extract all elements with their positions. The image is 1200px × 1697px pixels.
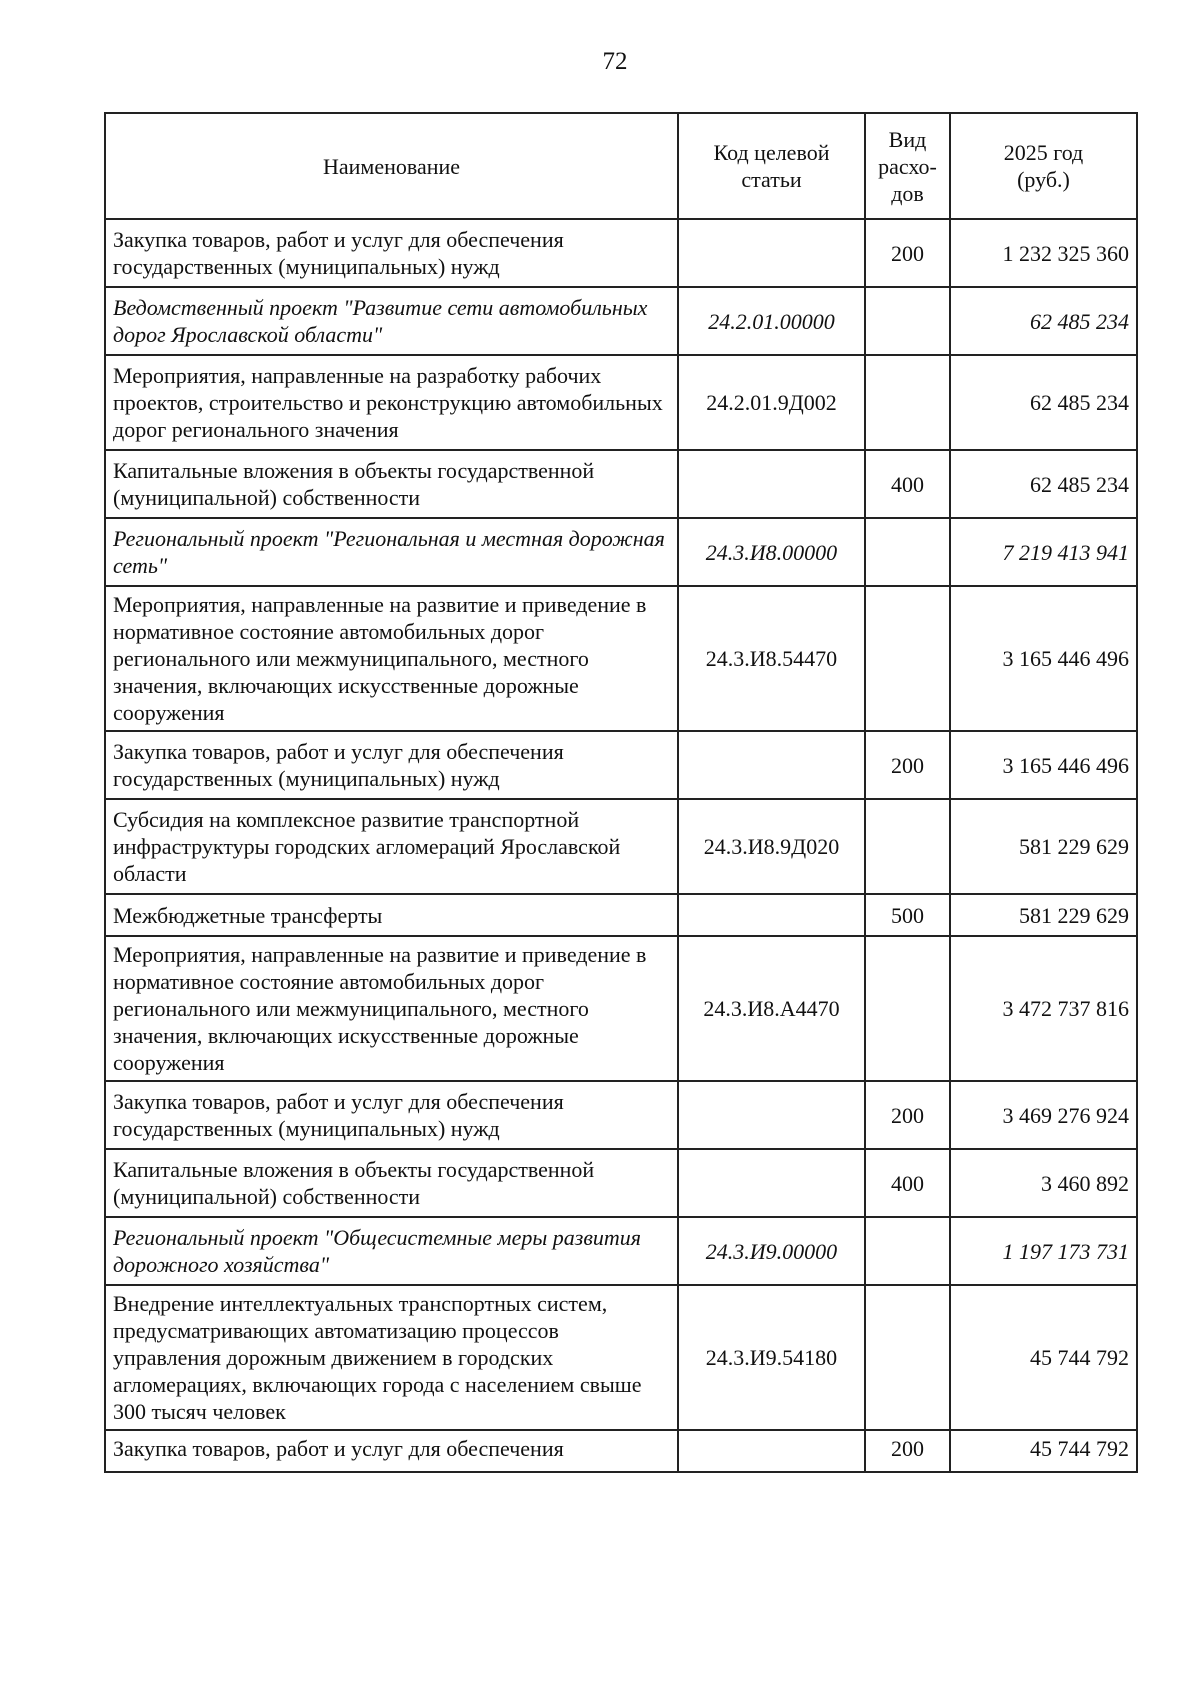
cell-type: 200 bbox=[865, 1081, 950, 1149]
table-row bbox=[105, 1430, 1137, 1472]
cell-amount: 3 460 892 bbox=[950, 1149, 1137, 1217]
cell-type bbox=[865, 1217, 950, 1285]
cell-type: 400 bbox=[865, 450, 950, 518]
cell-amount: 62 485 234 bbox=[950, 450, 1137, 518]
header-amount: 2025 год (руб.) bbox=[950, 113, 1137, 219]
header-code: Код целевой статьи bbox=[678, 113, 865, 219]
cell-type: 200 bbox=[865, 1430, 950, 1472]
cell-code bbox=[678, 1149, 865, 1217]
cell-type bbox=[865, 799, 950, 894]
cell-code: 24.3.И8.54470 bbox=[678, 586, 865, 731]
cell-amount: 3 165 446 496 bbox=[950, 731, 1137, 799]
cell-amount: 1 197 173 731 bbox=[950, 1217, 1137, 1285]
cell-name: Региональный проект "Общесистемные меры развития дорожного хозяйства" bbox=[105, 1217, 678, 1285]
cell-type: 200 bbox=[865, 731, 950, 799]
cell-amount: 62 485 234 bbox=[950, 287, 1137, 355]
table-row bbox=[105, 355, 1137, 450]
cell-name: Мероприятия, направленные на разработку рабочих проектов, строительство и реконструкцию автомобильных дорог регионального значения bbox=[105, 355, 678, 450]
cell-name: Закупка товаров, работ и услуг для обеспечения государственных (муниципальных) нужд bbox=[105, 219, 678, 287]
cell-name: Субсидия на комплексное развитие транспортной инфраструктуры городских агломераций Ярославской области bbox=[105, 799, 678, 894]
table-row bbox=[105, 219, 1137, 287]
cell-name: Закупка товаров, работ и услуг для обеспечения государственных (муниципальных) нужд bbox=[105, 1081, 678, 1149]
cell-code: 24.3.И9.00000 bbox=[678, 1217, 865, 1285]
cell-type: 200 bbox=[865, 219, 950, 287]
cell-name: Ведомственный проект "Развитие сети автомобильных дорог Ярославской области" bbox=[105, 287, 678, 355]
table-row bbox=[105, 518, 1137, 586]
page-number: 72 bbox=[602, 48, 628, 75]
cell-amount: 581 229 629 bbox=[950, 799, 1137, 894]
cell-type bbox=[865, 355, 950, 450]
cell-code bbox=[678, 219, 865, 287]
cell-code: 24.3.И8.А4470 bbox=[678, 936, 865, 1081]
cell-amount: 3 469 276 924 bbox=[950, 1081, 1137, 1149]
cell-code: 24.3.И8.9Д020 bbox=[678, 799, 865, 894]
cell-amount: 3 165 446 496 bbox=[950, 586, 1137, 731]
table-row bbox=[105, 894, 1137, 936]
cell-code bbox=[678, 894, 865, 936]
cell-name: Внедрение интеллектуальных транспортных систем, предусматривающих автоматизацию процессов управления дорожным движением в городских агломерациях, включающих города с населением свыше 300 тысяч человек bbox=[105, 1285, 678, 1430]
cell-amount: 45 744 792 bbox=[950, 1285, 1137, 1430]
cell-code: 24.3.И9.54180 bbox=[678, 1285, 865, 1430]
cell-name: Закупка товаров, работ и услуг для обеспечения государственных (муниципальных) нужд bbox=[105, 731, 678, 799]
cell-code: 24.2.01.00000 bbox=[678, 287, 865, 355]
cell-type bbox=[865, 1285, 950, 1430]
cell-type bbox=[865, 586, 950, 731]
cell-code: 24.3.И8.00000 bbox=[678, 518, 865, 586]
budget-table bbox=[104, 112, 1138, 1473]
table-header-row bbox=[105, 113, 1137, 219]
cell-name: Капитальные вложения в объекты государственной (муниципальной) собственности bbox=[105, 450, 678, 518]
table-row bbox=[105, 1217, 1137, 1285]
cell-code: 24.2.01.9Д002 bbox=[678, 355, 865, 450]
cell-amount: 7 219 413 941 bbox=[950, 518, 1137, 586]
cell-type: 400 bbox=[865, 1149, 950, 1217]
cell-amount: 581 229 629 bbox=[950, 894, 1137, 936]
table-row bbox=[105, 1285, 1137, 1430]
header-type: Вид расхо-дов bbox=[865, 113, 950, 219]
header-name: Наименование bbox=[105, 113, 678, 219]
cell-amount: 3 472 737 816 bbox=[950, 936, 1137, 1081]
table-row bbox=[105, 586, 1137, 731]
cell-code bbox=[678, 450, 865, 518]
cell-name: Региональный проект "Региональная и местная дорожная сеть" bbox=[105, 518, 678, 586]
table-row bbox=[105, 1081, 1137, 1149]
cell-code bbox=[678, 1430, 865, 1472]
cell-name: Капитальные вложения в объекты государственной (муниципальной) собственности bbox=[105, 1149, 678, 1217]
table-row bbox=[105, 936, 1137, 1081]
table-row bbox=[105, 1149, 1137, 1217]
cell-type: 500 bbox=[865, 894, 950, 936]
cell-amount: 45 744 792 bbox=[950, 1430, 1137, 1472]
cell-code bbox=[678, 731, 865, 799]
cell-type bbox=[865, 936, 950, 1081]
table-row bbox=[105, 287, 1137, 355]
cell-name: Закупка товаров, работ и услуг для обеспечения bbox=[105, 1430, 678, 1472]
table-row bbox=[105, 731, 1137, 799]
cell-code bbox=[678, 1081, 865, 1149]
cell-amount: 62 485 234 bbox=[950, 355, 1137, 450]
cell-type bbox=[865, 518, 950, 586]
table-row bbox=[105, 799, 1137, 894]
cell-name: Мероприятия, направленные на развитие и приведение в нормативное состояние автомобильных дорог регионального или межмуниципального, местного значения, включающих искусственные дорожные сооружения bbox=[105, 936, 678, 1081]
cell-type bbox=[865, 287, 950, 355]
cell-name: Межбюджетные трансферты bbox=[105, 894, 678, 936]
cell-amount: 1 232 325 360 bbox=[950, 219, 1137, 287]
table-row bbox=[105, 450, 1137, 518]
table-body bbox=[105, 219, 1137, 1472]
cell-name: Мероприятия, направленные на развитие и приведение в нормативное состояние автомобильных дорог регионального или межмуниципального, местного значения, включающих искусственные дорожные сооружения bbox=[105, 586, 678, 731]
